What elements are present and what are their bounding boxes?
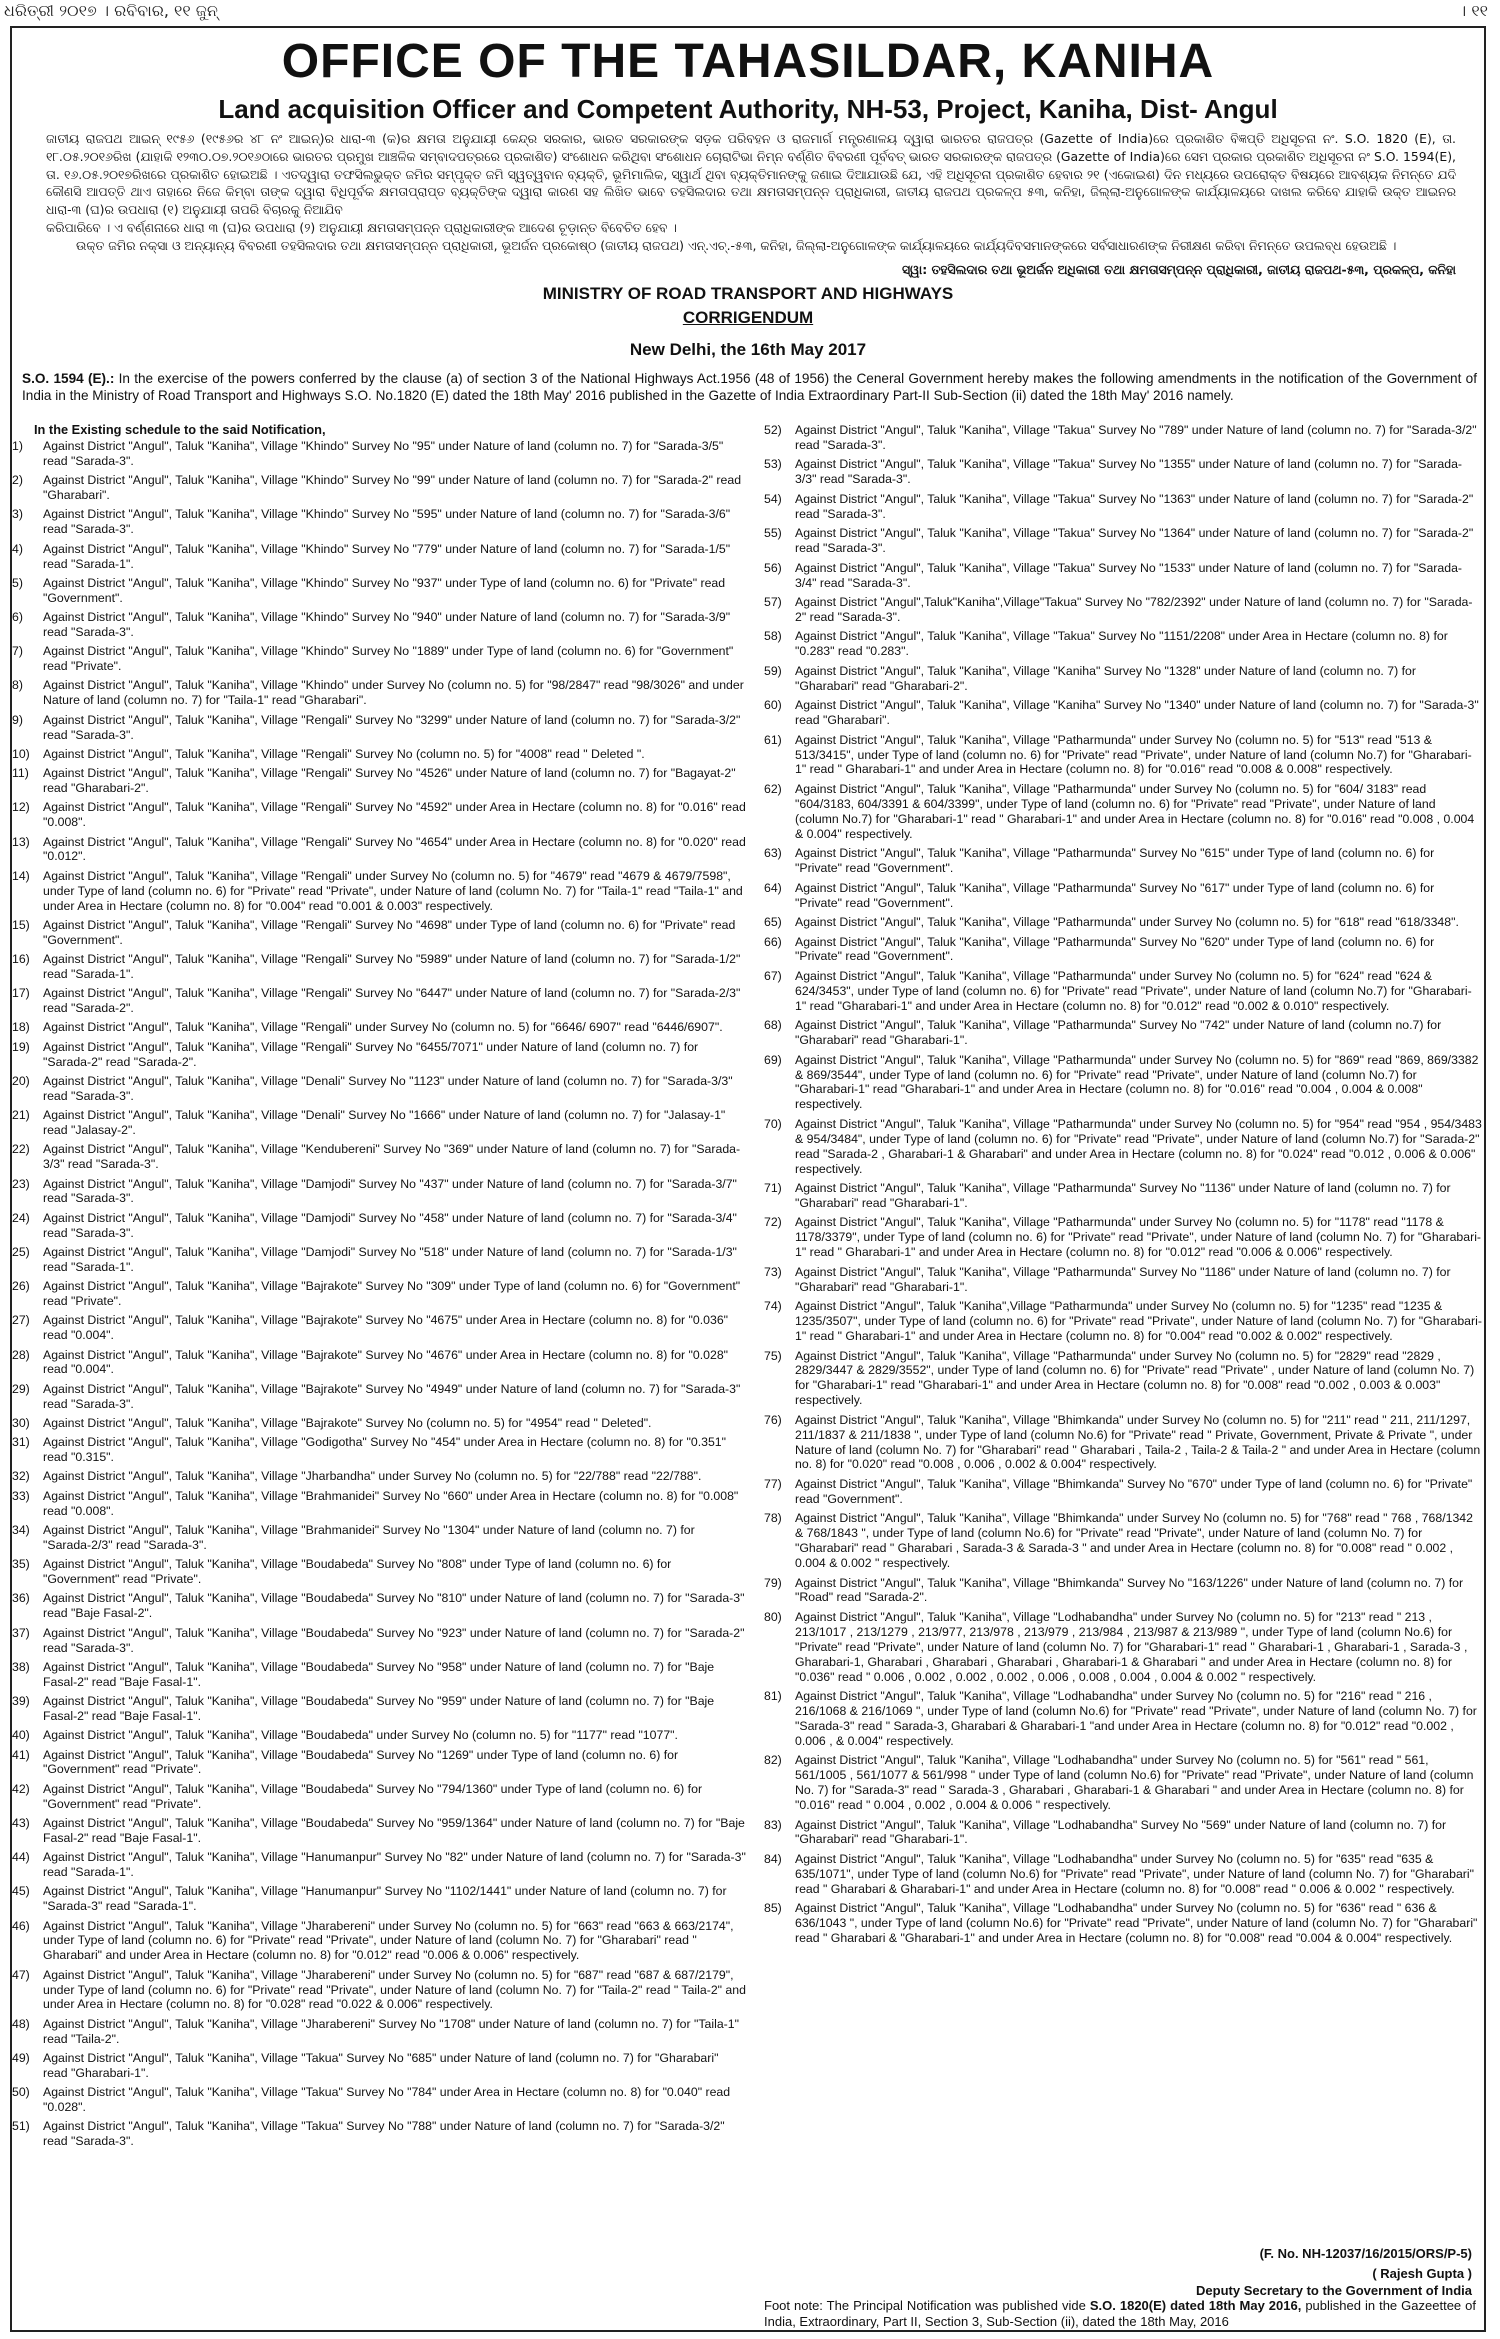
schedule-item-text: Against District "Angul", Taluk "Kaniha", Village "Lodhabandha" under Survey No (column no. 5) for "635" read "635 & 635/1071", under Type of land (column No.6) for "Private" read "Private", under Nature of land (column No. 7) for "Gharabari" read " Gharabari & Gharabari-1" and under Area in Hectare (column no. 8) for "0.008" read " 0.006 & 0.002 " respectively.	[795, 1851, 1474, 1896]
schedule-item	[12, 542, 752, 572]
schedule-item-number: 82)	[764, 1753, 782, 1768]
schedule-item	[12, 1313, 752, 1343]
schedule-item-number: 73)	[764, 1264, 782, 1279]
schedule-item-number: 52)	[764, 423, 782, 437]
schedule-item-number: 42)	[12, 1781, 30, 1796]
schedule-item-number: 19)	[12, 1039, 30, 1054]
schedule-item-number: 78)	[764, 1511, 782, 1526]
schedule-item-text: Against District "Angul", Taluk "Kaniha", Village "Jharbandha" under Survey No (column no. 5) for "22/788" read "22/788".	[43, 1469, 702, 1484]
schedule-item-text: Against District "Angul", Taluk "Kaniha", Village "Lodhabandha" under Survey No (column no. 5) for "636" read " 636 & 636/1043 ", under Type of land (column No.6) for "Private" read "Private", under Nature of land (column No. 7) for "Gharabari" read " Gharabari & "Gharabari-1" and under Area in Hectare (column no. 8) for "0.008" read "0.004 & 0.004" respectively.	[795, 1901, 1478, 1946]
schedule-item-text: Against District "Angul", Taluk "Kaniha", Village "Brahmanidei" Survey No "1304" under Nature of land (column no. 7) for "Sarada-2/3" read "Sarada-3".	[43, 1522, 695, 1552]
schedule-item-text: Against District "Angul", Taluk "Kaniha", Village "Bajrakote" Survey No "4676" under Area in Hectare (column no. 8) for "0.028" read "0.004".	[43, 1347, 729, 1377]
schedule-item-text: Against District "Angul", Taluk "Kaniha", Village "Khindo" Survey No "937" under Type of land (column no. 6) for "Private" read "Government".	[43, 575, 726, 605]
schedule-item	[764, 1215, 1486, 1260]
schedule-item-number: 55)	[764, 526, 782, 541]
schedule-item	[12, 1108, 752, 1138]
schedule-item-number: 34)	[12, 1522, 30, 1537]
schedule-item	[764, 423, 1486, 453]
schedule-item-text: Against District "Angul", Taluk "Kaniha", Village "Rengali" Survey No "4654" under Area in Hectare (column no. 8) for "0.020" read "0.012".	[43, 834, 746, 864]
schedule-item-number: 76)	[764, 1412, 782, 1427]
footnote	[764, 2298, 1476, 2330]
schedule-item	[764, 782, 1486, 842]
schedule-item-number: 67)	[764, 968, 782, 983]
schedule-item-number: 79)	[764, 1575, 782, 1590]
schedule-item-text: Against District "Angul", Taluk "Kaniha", Village "Lodhabandha" Survey No "569" under Nature of land (column no. 7) for "Gharabari" read "Gharabari-1".	[795, 1817, 1447, 1847]
schedule-item-number: 71)	[764, 1181, 782, 1196]
schedule-item-number: 58)	[764, 629, 782, 644]
schedule-item	[12, 1968, 752, 2013]
schedule-item-number: 61)	[764, 732, 782, 747]
schedule-item-number: 68)	[764, 1018, 782, 1033]
schedule-item-number: 9)	[12, 712, 23, 727]
schedule-column-right	[764, 423, 1486, 1951]
schedule-item-number: 37)	[12, 1625, 30, 1640]
schedule-item	[764, 733, 1486, 778]
schedule-item-number: 50)	[12, 2085, 30, 2100]
schedule-item-number: 20)	[12, 1073, 30, 1088]
schedule-item	[12, 1040, 752, 1070]
schedule-item	[764, 1901, 1486, 1946]
schedule-item	[12, 1626, 752, 1656]
schedule-item-text: Against District "Angul", Taluk "Kaniha", Village "Boudabeda" Survey No "1269" under Type of land (column no. 6) for "Government" read "Private".	[43, 1747, 679, 1777]
schedule-item-text: Against District "Angul", Taluk "Kaniha", Village "Patharmunda" Survey No "620" under Type of land (column no. 6) for "Private" read "Government".	[795, 934, 1435, 964]
schedule-item-text: Against District "Angul", Taluk "Kaniha", Village "Patharmunda" Survey No "1136" under Nature of land (column no. 7) for "Gharabari" read "Gharabari-1".	[795, 1181, 1451, 1210]
schedule-item-number: 65)	[764, 915, 782, 929]
schedule-item-text: Against District "Angul", Taluk "Kaniha", Village "Damjodi" Survey No "458" under Nature of land (column no. 7) for "Sarada-3/4" read "Sarada-3".	[43, 1210, 737, 1240]
schedule-item-text: Against District "Angul", Taluk "Kaniha", Village "Lodhabandha" under Survey No (column no. 5) for "216" read " 216 , 216/1068 & 216/1069 ", under Type of land (column No.6) for "Private" read "Private", under Nature of land (column No. 7) for "Sarada-3" read " Sarada-3, Gharabari & Gharabari-1 "and under Area in Hectare (column no. 8) for "0.012" read "0.002 , 0.006 , & 0.004" respectively.	[795, 1689, 1477, 1748]
schedule-item	[12, 2017, 752, 2047]
schedule-item-number: 70)	[764, 1116, 782, 1131]
schedule-item	[764, 1511, 1486, 1571]
schedule-item	[12, 1850, 752, 1880]
schedule-item	[12, 1020, 752, 1035]
schedule-item-number: 18)	[12, 1020, 30, 1035]
schedule-item	[12, 1177, 752, 1207]
schedule-item-text: Against District "Angul", Taluk "Kaniha", Village "Khindo" Survey No "99" under Nature of land (column no. 7) for "Sarada-2" read "Gharabari".	[43, 473, 742, 503]
schedule-item	[12, 869, 752, 914]
footnote-tail: published in the Gazeettee of India, Extraordinary, Part II, Section 3, Sub-Section (ii), dated the 18th May, 2016	[764, 2298, 1476, 2329]
schedule-item-text: Against District "Angul", Taluk "Kaniha", Village "Takua" Survey No "1355" under Nature of land (column no. 7) for "Sarada-3/3" read "Sarada-3".	[795, 457, 1463, 487]
schedule-item	[764, 846, 1486, 876]
schedule-item	[12, 576, 752, 606]
dateline: New Delhi, the 16th May 2017	[629, 340, 867, 359]
footnote-lead: Foot note: The Principal Notification was published vide	[764, 2298, 1090, 2313]
schedule-item	[12, 1919, 752, 1964]
schedule-item-number: 14)	[12, 868, 30, 883]
file-number: (F. No. NH-12037/16/2015/ORS/P-5)	[1259, 2246, 1472, 2261]
schedule-item-text: Against District "Angul", Taluk "Kaniha", Village "Rengali" Survey No "6447" under Nature of land (column no. 7) for "Sarada-2/3" read "Sarada-2".	[43, 986, 741, 1016]
schedule-item	[12, 644, 752, 674]
schedule-item-number: 33)	[12, 1488, 30, 1503]
schedule-item-number: 3)	[12, 507, 23, 522]
schedule-item-text: Against District "Angul", Taluk "Kaniha", Village "Rengali" under Survey No (column no. 5) for "6646/ 6907" read "6446/6907".	[43, 1020, 723, 1035]
schedule-item	[12, 918, 752, 948]
notice-frame	[10, 26, 1486, 2332]
so-number: S.O. 1594 (E).:	[22, 371, 115, 386]
schedule-item	[12, 1523, 752, 1553]
schedule-item	[764, 1265, 1486, 1295]
schedule-item-number: 12)	[12, 800, 30, 815]
schedule-item-number: 43)	[12, 1815, 30, 1830]
schedule-item	[764, 457, 1486, 487]
schedule-item-text: Against District "Angul", Taluk "Kaniha", Village "Patharmunda" under Survey No (column no. 5) for "618" read "618/3348".	[795, 915, 1459, 929]
schedule-item-text: Against District "Angul", Taluk "Kaniha", Village "Bhimkanda" Survey No "670" under Type of land (column no. 6) for "Private" read "Government".	[795, 1476, 1473, 1506]
schedule-item	[12, 1489, 752, 1519]
newspaper-masthead-line: ଧରିତ୍ରୀ ୨୦୧୭ । ରବିବାର, ୧୧ ଜୁନ୍	[4, 1, 218, 20]
schedule-item	[764, 1299, 1486, 1344]
schedule-item	[12, 1211, 752, 1241]
schedule-item-text: Against District "Angul", Taluk "Kaniha", Village "Rengali" Survey No "4592" under Area in Hectare (column no. 8) for "0.016" read "0.008".	[43, 800, 746, 830]
schedule-item-number: 47)	[12, 1967, 30, 1982]
schedule-item-text: Against District "Angul", Taluk "Kaniha", Village "Rengali" Survey No "5989" under Nature of land (column no. 7) for "Sarada-1/2" read "Sarada-1".	[43, 952, 741, 981]
schedule-item	[12, 1816, 752, 1846]
schedule-item-number: 72)	[764, 1215, 782, 1230]
schedule-item	[764, 1477, 1486, 1507]
schedule-item-number: 60)	[764, 698, 782, 713]
schedule-item-text: Against District "Angul", Taluk "Kaniha", Village "Takua" Survey No "1363" under Nature of land (column no. 7) for "Sarada-2" read "Sarada-3".	[795, 491, 1474, 521]
odia-paragraph-1: ଜାତୀୟ ରାଜପଥ ଆଇନ୍ ୧୯୫୬ (୧୯୫୬ର ୪୮ ନଂ ଆଇନ୍)ର ଧାରା-୩ (କ)ର କ୍ଷମତା ଅନୁଯାୟୀ କେନ୍ଦ୍ର ସରକାର, ଭାରତ ସରକାରଙ୍କ ସଡ଼କ ପରିବହନ ଓ ରାଜମାର୍ଗ ମନ୍ତ୍ରଣାଳୟ ଦ୍ୱାରା ଭାରତର ରାଜପତ୍ର (Gazette of India)ରେ ପ୍ରକାଶିତ ବିଜ୍ଞପ୍ତି ଅଧିସୂଚନା ନଂ. S.O. 1820 (E), ତା. ୧୮.୦୫.୨୦୧୬ରିଖ (ଯାହାକି ୧୨୩୦.୦୭.୨୦୧୬ଠାରେ ଭାରତର ପ୍ରମୁଖ ଆଞ୍ଚଳିକ ସମ୍ବାଦପତ୍ରରେ ପ୍ରକାଶିତ) ସଂଶୋଧନ କରିଥିବା ସଂଶୋଧନ ଚୋରାଟିଭା ନିମ୍ନ ବର୍ଣ୍ଣିତ ବିବରଣୀ ପୂର୍ବବତ୍ ଭାରତ ସରକାରଙ୍କ ରାଜପତ୍ର (Gazette of India)ରେ ସେମ ପ୍ରକାର ପ୍ରକାଶିତ ଅଧିସୂଚନା ନଂ S.O. 1594(E), ତା. ୧୬.୦୫.୨୦୧୭ରିଖରେ ପ୍ରକାଶିତ ହୋଇଅଛି । ଏତଦ୍ୱାରା ତଫସିଲଭୁକ୍ତ ଜମିର ସମ୍ପୃକ୍ତ ଜମି ସ୍ୱତ୍ୱବାନ ବ୍ୟକ୍ତି, ଭୂମିମାଲିକ, ସ୍ୱାର୍ଥ ଥିବା ବ୍ୟକ୍ତିମାନଙ୍କୁ ଜଣାଇ ଦିଆଯାଉଛି ଯେ, ଏହି ଅଧିସୂଚନା ପ୍ରକାଶିତ ହେବାର ୨୧ (ଏକୋଇଶ) ଦିନ ମଧ୍ୟରେ ଉପରୋକ୍ତ ବିଷୟରେ ଆବଶ୍ୟକ ନିମନ୍ତେ ଯଦି କୌଣସି ଆପତ୍ତି ଥାଏ ତାହାରେ ନିଜେ କିମ୍ବା ତାଙ୍କ ଦ୍ୱାରା ବିଧିପୂର୍ବକ କ୍ଷମତାପ୍ରାପ୍ତ ବ୍ୟକ୍ତିଙ୍କ ଦ୍ୱାରା କାରଣ ସହ ଲିଖିତ ଭାବେ ତହସିଲଦାର ତଥା କ୍ଷମତାସମ୍ପନ୍ନ ପ୍ରାଧିକାରୀ, ଜାତୀୟ ରାଜପଥ ପ୍ରକଳ୍ପ ୫୩, କନିହା, ଜିଲ୍ଲା-ଅନୁଗୋଳଙ୍କ କାର୍ଯ୍ୟାଳୟରେ ଦାଖଲ କରିବେ ଯାହାକି ଉକ୍ତ ଆଇନର ଧାରା-୩ (ଘ)ର ଉପଧାରା (୧) ଅନୁଯାୟୀ ତାପରି ବିଚାରକୁ ନିଆଯିବ	[46, 131, 1456, 218]
schedule-item-text: Against District "Angul",Taluk"Kaniha",Village"Takua" Survey No "782/2392" under Nature of land (column no. 7) for "Sarada-2" read "Sarada-3".	[795, 595, 1473, 624]
schedule-item-text: Against District "Angul", Taluk "Kaniha", Village "Boudabeda" Survey No "794/1360" under Type of land (column no. 6) for "Government" read "Private".	[43, 1781, 703, 1811]
schedule-item-text: Against District "Angul", Taluk "Kaniha", Village "Takua" Survey No "789" under Nature of land (column no. 7) for "Sarada-3/2" read "Sarada-3".	[795, 423, 1477, 452]
schedule-item-number: 41)	[12, 1747, 30, 1762]
schedule-item-text: Against District "Angul", Taluk "Kaniha", Village "Kaniha" Survey No "1328" under Nature of land (column no. 7) for "Gharabari" read "Gharabari-2".	[795, 663, 1416, 693]
schedule-item	[764, 492, 1486, 522]
signature-block	[1196, 2266, 1472, 2298]
schedule-item-number: 51)	[12, 2119, 30, 2134]
schedule-item	[12, 1660, 752, 1690]
schedule-item-text: Against District "Angul", Taluk "Kaniha", Village "Bajrakote" Survey No "4949" under Nature of land (column no. 7) for "Sarada-3" read "Sarada-3".	[43, 1381, 741, 1411]
schedule-item-text: Against District "Angul", Taluk "Kaniha", Village "Rengali" Survey No "4526" under Nature of land (column no. 7) for "Bagayat-2" read "Gharabari-2".	[43, 766, 736, 796]
schedule-item-number: 83)	[764, 1817, 782, 1832]
schedule-item-text: Against District "Angul", Taluk "Kaniha", Village "Khindo" Survey No "940" under Nature of land (column no. 7) for "Sarada-3/9" read "Sarada-3".	[43, 610, 731, 639]
schedule-item-text: Against District "Angul", Taluk "Kaniha", Village "Damjodi" Survey No "437" under Nature of land (column no. 7) for "Sarada-3/7" read "Sarada-3".	[43, 1176, 737, 1206]
schedule-item	[12, 1142, 752, 1172]
schedule-item-text: Against District "Angul", Taluk "Kaniha", Village "Rengali" Survey No "6455/7071" under Nature of land (column no. 7) for "Sarada-2" read "Sarada-2".	[43, 1039, 699, 1069]
schedule-item-number: 13)	[12, 834, 30, 849]
schedule-item-text: Against District "Angul", Taluk "Kaniha", Village "Patharmunda" Survey No "617" under Type of land (column no. 6) for "Private" read "Government".	[795, 880, 1435, 910]
schedule-item-text: Against District "Angul", Taluk "Kaniha", Village "Bhimkanda" Survey No "163/1226" under Nature of land (column no. 7) for "Road" read "Sarada-2".	[795, 1575, 1464, 1605]
schedule-item	[12, 1748, 752, 1778]
schedule-item-text: Against District "Angul", Taluk "Kaniha", Village "Rengali" Survey No (column no. 5) for "4008" read " Deleted ".	[43, 746, 645, 761]
schedule-item	[12, 1074, 752, 1104]
schedule-item-text: Against District "Angul", Taluk "Kaniha", Village "Takua" Survey No "1151/2208" under Area in Hectare (column no. 8) for "0.283" read "0.283".	[795, 629, 1448, 659]
odia-paragraph-3: ଉକ୍ତ ଜମିର ନକ୍ସା ଓ ଅନ୍ୟାନ୍ୟ ବିବରଣୀ ତହସିଲଦାର ତଥା କ୍ଷମତାସମ୍ପନ୍ନ ପ୍ରାଧିକାରୀ, ଭୂଅର୍ଜନ ପ୍ରକୋଷ୍ଠ (ଜାତୀୟ ରାଜପଥ) ଏନ୍.ଏଚ୍.-୫୩, କନିହା, ଜିଲ୍ଲା-ଅନୁଗୋଳଙ୍କ କାର୍ଯ୍ୟାଳୟରେ କାର୍ଯ୍ୟଦିବସମାନଙ୍କରେ ସର୍ବସାଧାରଣଙ୍କ ନିରୀକ୍ଷଣ କରିବା ନିମନ୍ତେ ଉପଲବ୍ଧ ହେଉଅଛି ।	[76, 237, 1397, 253]
schedule-item	[764, 1181, 1486, 1211]
schedule-item	[12, 1435, 752, 1465]
schedule-item	[764, 1852, 1486, 1897]
schedule-item-text: Against District "Angul", Taluk "Kaniha", Village "Takua" Survey No "788" under Nature of land (column no. 7) for "Sarada-3/2" read "Sarada-3".	[43, 2119, 725, 2149]
schedule-item	[12, 1557, 752, 1587]
schedule-item-text: Against District "Angul", Taluk "Kaniha", Village "Boudabeda" Survey No "959/1364" under Nature of land (column no. 7) for "Baje Fasal-2" read "Baje Fasal-1".	[43, 1815, 745, 1845]
schedule-item	[12, 1245, 752, 1275]
schedule-item-number: 45)	[12, 1884, 30, 1899]
schedule-item-number: 4)	[12, 541, 23, 556]
schedule-item	[764, 1576, 1486, 1606]
odia-signature: ସ୍ୱା: ତହସିଲଦାର ତଥା ଭୂଅର୍ଜନ ଅଧିକାରୀ ତଥା କ୍ଷମତାସମ୍ପନ୍ନ ପ୍ରାଧିକାରୀ, ଜାତୀୟ ରାଜପଥ-୫୩, ପ୍ରକଳ୍ପ, କନିହା	[901, 262, 1456, 277]
schedule-item-text: Against District "Angul", Taluk "Kaniha", Village "Khindo" Survey No "595" under Nature of land (column no. 7) for "Sarada-3/6" read "Sarada-3".	[43, 507, 731, 537]
schedule-item-text: Against District "Angul", Taluk "Kaniha", Village "Patharmunda" under Survey No (column no. 5) for "624" read "624 & 624/3453", under Type of land (column no. 6) for "Private" read "Private", under Nature of land (column No.7) for "Gharabari-1" read "Gharabari-1" and under Area in Hectare (column no. 8) for "0.012" read "0.002 & 0.010" respectively.	[795, 968, 1472, 1013]
signatory-designation: Deputy Secretary to the Government of India	[1196, 2283, 1472, 2298]
schedule-item-number: 46)	[12, 1918, 30, 1933]
schedule-item	[12, 1348, 752, 1378]
schedule-item-number: 1)	[12, 439, 23, 453]
schedule-item-text: Against District "Angul", Taluk "Kaniha", Village "Rengali" Survey No "3299" under Nature of land (column no. 7) for "Sarada-3/2" read "Sarada-3".	[43, 712, 741, 742]
schedule-item-text: Against District "Angul", Taluk "Kaniha", Village "Brahmanidei" Survey No "660" under Area in Hectare (column no. 8) for "0.008" read "0.008".	[43, 1488, 739, 1518]
schedule-item-number: 75)	[764, 1348, 782, 1363]
schedule-item-text: Against District "Angul", Taluk "Kaniha", Village "Patharmunda" under Survey No (column no. 5) for "513" read "513 & 513/3415", under Type of land (column no. 6) for "Private" read "Private", under Nature of land (column No.7) for "Gharabari-1" read " Gharabari-1" and under Area in Hectare (column no. 8) for "0.016" read "0.008 & 0.008" respectively.	[795, 732, 1472, 777]
schedule-item	[764, 1689, 1486, 1749]
schedule-item	[764, 969, 1486, 1014]
schedule-item-text: Against District "Angul", Taluk "Kaniha", Village "Denali" Survey No "1666" under Nature of land (column no. 7) for "Jalasay-1" read "Jalasay-2".	[43, 1108, 726, 1138]
schedule-item-text: Against District "Angul", Taluk "Kaniha", Village "Bhimkanda" under Survey No (column no. 5) for "211" read " 211, 211/1297, 211/1837 & 211/1838 ", under Type of land (column No.6) for "Private" read " Private, Government, Private & Private ", under Nature of land (column No. 7) for "Gharabari" read " Gharabari , Taila-2 , Taila-2 & Taila-2 " and under Area in Hectare (column no. 8) for "0.020" read "0.008 , 0.006 , 0.002 & 0.004" respectively.	[795, 1412, 1481, 1472]
schedule-item-text: Against District "Angul", Taluk "Kaniha", Village "Bajrakote" Survey No (column no. 5) for "4954" read " Deleted".	[43, 1415, 652, 1430]
schedule-item-text: Against District "Angul", Taluk "Kaniha", Village "Patharmunda" Survey No "615" under Type of land (column no. 6) for "Private" read "Government".	[795, 846, 1435, 876]
schedule-item	[12, 1694, 752, 1724]
schedule-item-text: Against District "Angul", Taluk "Kaniha", Village "Khindo" Survey No "95" under Nature of land (column no. 7) for "Sarada-3/5" read "Sarada-3".	[43, 439, 724, 468]
schedule-item-text: Against District "Angul", Taluk "Kaniha", Village "Lodhabandha" under Survey No (column no. 5) for "213" read " 213 , 213/1017 , 213/1279 , 213/977, 213/978 , 213/979 , 213/984 , 213/987 & 213/989 ", under Type of land (column No.6) for "Private" read "Private", under Nature of land (column No. 7) for "Gharabari-1" read " Gharabari-1 , Gharabari-1 , Sarada-3 , Gharabari-1, Gharabari , Gharabari , Gharabari , Gharabari-1 & Gharabari " and under Area in Hectare (column no. 8) for "0.036" read " 0.006 , 0.002 , 0.002 , 0.002 , 0.006 , 0.008 , 0.004 , 0.004 & 0.002 " respectively.	[795, 1609, 1468, 1684]
schedule-item	[12, 1279, 752, 1309]
schedule-item-text: Against District "Angul", Taluk "Kaniha", Village "Denali" Survey No "1123" under Nature of land (column no. 7) for "Sarada-3/3" read "Sarada-3".	[43, 1073, 733, 1103]
schedule-item	[764, 1349, 1486, 1409]
schedule-item-number: 2)	[12, 473, 23, 488]
schedule-item	[12, 835, 752, 865]
schedule-item-number: 35)	[12, 1557, 30, 1572]
schedule-item-text: Against District "Angul", Taluk "Kaniha", Village "Hanumanpur" Survey No "1102/1441" under Nature of land (column no. 7) for "Sarada-3" read "Sarada-1".	[43, 1884, 727, 1914]
schedule-item	[764, 526, 1486, 556]
schedule-item-number: 5)	[12, 575, 23, 590]
schedule-item-number: 66)	[764, 934, 782, 949]
schedule-item-number: 44)	[12, 1850, 30, 1865]
ministry-heading: MINISTRY OF ROAD TRANSPORT AND HIGHWAYS	[542, 284, 954, 303]
schedule-item	[12, 1728, 752, 1743]
schedule-item-text: Against District "Angul", Taluk "Kaniha", Village "Patharmunda" Survey No "1186" under Nature of land (column no. 7) for "Gharabari" read "Gharabari-1".	[795, 1264, 1451, 1294]
schedule-item-number: 27)	[12, 1313, 30, 1328]
newspaper-header-strip	[0, 0, 1500, 22]
schedule-item-number: 62)	[764, 781, 782, 796]
schedule-item	[764, 1818, 1486, 1848]
schedule-item-number: 16)	[12, 952, 30, 967]
schedule-item-text: Against District "Angul", Taluk "Kaniha", Village "Bajrakote" Survey No "309" under Type of land (column no. 6) for "Government" read "Private".	[43, 1279, 741, 1309]
schedule-item-number: 59)	[764, 663, 782, 678]
schedule-item	[12, 439, 752, 469]
schedule-item-number: 25)	[12, 1244, 30, 1259]
schedule-item	[764, 1413, 1486, 1473]
schedule-item	[12, 952, 752, 982]
schedule-item-number: 64)	[764, 880, 782, 895]
schedule-item	[12, 1416, 752, 1431]
schedule-item-number: 36)	[12, 1591, 30, 1606]
schedule-item-number: 17)	[12, 986, 30, 1001]
schedule-item	[764, 1753, 1486, 1813]
schedule-item	[12, 2051, 752, 2081]
schedule-item	[12, 713, 752, 743]
schedule-item	[764, 664, 1486, 694]
schedule-item-text: Against District "Angul", Taluk "Kaniha", Village "Jharabereni" under Survey No (column no. 5) for "687" read "687 & 687/2179", under Type of land (column no. 6) for "Private" read "Private", under Nature of land (column No. 7) for "Taila-2" read " Taila-2" and under Area in Hectare (column no. 8) for "0.028" read "0.022 & 0.006" respectively.	[43, 1967, 746, 2012]
schedule-item	[12, 678, 752, 708]
corrigendum-heading: CORRIGENDUM	[682, 308, 814, 327]
schedule-item-number: 74)	[764, 1299, 782, 1314]
schedule-item	[764, 561, 1486, 591]
schedule-item-text: Against District "Angul", Taluk "Kaniha", Village "Khindo" Survey No "779" under Nature of land (column no. 7) for "Sarada-1/5" read "Sarada-1".	[43, 541, 731, 571]
schedule-item-number: 69)	[764, 1052, 782, 1067]
schedule-item-text: Against District "Angul", Taluk "Kaniha", Village "Takua" Survey No "1364" under Nature of land (column no. 7) for "Sarada-2" read "Sarada-3".	[795, 526, 1474, 556]
schedule-item	[12, 1884, 752, 1914]
schedule-item-text: Against District "Angul", Taluk "Kaniha", Village "Rengali" under Survey No (column no. 5) for "4679" read "4679 & 4679/7598", under Type of land (column no. 6) for "Private" read "Private", under Nature of land (column No. 7) for "Taila-1" read "Taila-1" and under Area in Hectare (column no. 8) for "0.004" read "0.001 & 0.003" respectively.	[43, 868, 743, 913]
schedule-item-text: Against District "Angul", Taluk "Kaniha", Village "Boudabeda" Survey No "808" under Type of land (column no. 6) for "Government" read "Private".	[43, 1557, 672, 1587]
schedule-item-number: 7)	[12, 644, 23, 659]
notice-subtitle: Land acquisition Officer and Competent Authority, NH-53, Project, Kaniha, Dist- Angul	[218, 94, 1278, 124]
schedule-item-number: 6)	[12, 610, 23, 625]
page-number: । ୧୧	[1459, 1, 1488, 20]
schedule-item-text: Against District "Angul", Taluk "Kaniha", Village "Patharmunda" Survey No "742" under Nature of land (column no.7) for "Gharabari" read "Gharabari-1".	[795, 1018, 1442, 1048]
schedule-item	[764, 595, 1486, 625]
schedule-item	[764, 881, 1486, 911]
schedule-item	[12, 610, 752, 640]
schedule-item	[12, 1382, 752, 1412]
signatory-name: ( Rajesh Gupta )	[1372, 2266, 1472, 2281]
schedule-heading: In the Existing schedule to the said Notification,	[34, 422, 326, 437]
schedule-item-number: 81)	[764, 1689, 782, 1704]
schedule-item-number: 10)	[12, 746, 30, 761]
schedule-item-text: Against District "Angul", Taluk "Kaniha", Village "Takua" Survey No "784" under Area in Hectare (column no. 8) for "0.040" read "0.028".	[43, 2085, 731, 2115]
schedule-item	[12, 800, 752, 830]
schedule-item	[12, 2119, 752, 2149]
schedule-item	[764, 629, 1486, 659]
schedule-item-text: Against District "Angul", Taluk "Kaniha", Village "Boudabeda" Survey No "958" under Nature of land (column no. 7) for "Baje Fasal-2" read "Baje Fasal-1".	[43, 1659, 715, 1689]
schedule-item-text: Against District "Angul", Taluk "Kaniha", Village "Boudabeda" Survey No "923" under Nature of land (column no. 7) for "Sarada-2" read "Sarada-3".	[43, 1625, 745, 1655]
schedule-item-number: 21)	[12, 1108, 30, 1123]
schedule-item-text: Against District "Angul", Taluk "Kaniha", Village "Boudabeda" under Survey No (column no. 5) for "1177" read "1077".	[43, 1728, 678, 1743]
schedule-item-number: 80)	[764, 1609, 782, 1624]
schedule-item	[764, 1117, 1486, 1177]
schedule-item-number: 49)	[12, 2050, 30, 2065]
schedule-item-number: 23)	[12, 1176, 30, 1191]
schedule-item-number: 29)	[12, 1381, 30, 1396]
schedule-item	[764, 1610, 1486, 1685]
schedule-item	[12, 766, 752, 796]
schedule-item-number: 31)	[12, 1435, 30, 1450]
schedule-item-number: 63)	[764, 846, 782, 861]
preamble	[22, 370, 1477, 404]
schedule-item	[12, 747, 752, 762]
schedule-item-text: Against District "Angul", Taluk "Kaniha", Village "Hanumanpur" Survey No "82" under Nature of land (column no. 7) for "Sarada-3" read "Sarada-1".	[43, 1850, 746, 1880]
schedule-item-text: Against District "Angul", Taluk "Kaniha", Village "Jharabereni" Survey No "1708" under Nature of land (column no. 7) for "Taila-1" read "Taila-2".	[43, 2016, 739, 2046]
schedule-item-text: Against District "Angul", Taluk "Kaniha", Village "Patharmunda" under Survey No (column no. 5) for "954" read "954 , 954/3483 & 954/3484", under Type of land (column no. 6) for "Private" read "Private", under Nature of land (column No.7) for "Sarada-2" read "Sarada-2 , Gharabari-1 & Gharabari" and under Area in Hectare (column no. 8) for "0.024" read "0.012 , 0.006 & 0.006" respectively.	[795, 1116, 1482, 1176]
schedule-item	[12, 2085, 752, 2115]
schedule-item-number: 85)	[764, 1901, 782, 1916]
schedule-item-number: 77)	[764, 1476, 782, 1491]
schedule-item-text: Against District "Angul", Taluk "Kaniha", Village "Damjodi" Survey No "518" under Nature of land (column no. 7) for "Sarada-1/3" read "Sarada-1".	[43, 1244, 737, 1274]
schedule-item-text: Against District "Angul", Taluk "Kaniha", Village "Khindo" Survey No "1889" under Type of land (column no. 6) for "Government" read "Private".	[43, 644, 734, 674]
schedule-item-text: Against District "Angul", Taluk "Kaniha", Village "Rengali" Survey No "4698" under Type of land (column no. 6) for "Private" read "Government".	[43, 917, 736, 947]
schedule-item	[12, 507, 752, 537]
schedule-item-number: 56)	[764, 560, 782, 575]
schedule-item	[12, 1591, 752, 1621]
preamble-text: In the exercise of the powers conferred by the clause (a) of section 3 of the National Highways Act.1956 (48 of 1956) the Ceneral Government hereby makes the following amendments in the notification of the Government of India in the Ministry of Road Transport and Highways S.O. No.1820 (E) dated the 18th May' 2016 published in the Gazette of India Extraordinary Part-II Sub-Section (ii) dated the 18th May' 2016 namely.	[22, 371, 1477, 403]
schedule-item-number: 30)	[12, 1415, 30, 1430]
schedule-item-number: 40)	[12, 1728, 30, 1743]
schedule-item-text: Against District "Angul", Taluk "Kaniha", Village "Takua" Survey No "685" under Nature of land (column no. 7) for "Gharabari" read "Gharabari-1".	[43, 2050, 719, 2080]
schedule-item-text: Against District "Angul", Taluk "Kaniha", Village "Patharmunda" under Survey No (column no. 5) for "604/ 3183" read "604/3183, 604/3391 & 604/3399", under Type of land (column no. 6) for "Private" read "Private", under Nature of land (column No.7) for "Gharabari-1" read " Gharabari-1" and under Area in Hectare (column no. 8) for "0.016" read "0.008 , 0.004 & 0.004" respectively.	[795, 781, 1475, 841]
schedule-item-text: Against District "Angul", Taluk "Kaniha", Village "Jharabereni" under Survey No (column no. 5) for "663" read "663 & 663/2174", under Type of land (column no. 6) for "Private" read "Private", under Nature of land (column No. 7) for "Gharabari" read " Gharabari" and under Area in Hectare (column no. 8) for "0.012" read "0.006 & 0.006" respectively.	[43, 1918, 734, 1963]
schedule-column-left	[12, 423, 752, 2154]
schedule-item-text: Against District "Angul", Taluk "Kaniha", Village "Kendubereni" Survey No "369" under Nature of land (column no. 7) for "Sarada-3/3" read "Sarada-3".	[43, 1142, 741, 1172]
schedule-item-number: 57)	[764, 595, 782, 610]
schedule-item-text: Against District "Angul", Taluk "Kaniha", Village "Patharmunda" under Survey No (column no. 5) for "869" read "869, 869/3382 & 869/3544", under Type of land (column no. 6) for "Private" read "Private", under Nature of land (column No.7) for "Gharabari-1" read "Gharabari-1" and under Area in Hectare (column no. 8) for "0.016" read "0.004 , 0.004 & 0.008" respectively.	[795, 1052, 1479, 1112]
schedule-item-number: 38)	[12, 1659, 30, 1674]
schedule-item-number: 39)	[12, 1694, 30, 1708]
schedule-item-text: Against District "Angul", Taluk "Kaniha", Village "Boudabeda" Survey No "959" under Nature of land (column no. 7) for "Baje Fasal-2" read "Baje Fasal-1".	[43, 1694, 715, 1723]
schedule-item-number: 22)	[12, 1142, 30, 1157]
schedule-item-number: 8)	[12, 678, 23, 693]
schedule-item-number: 48)	[12, 2016, 30, 2031]
schedule-item-number: 84)	[764, 1851, 782, 1866]
schedule-item-number: 54)	[764, 491, 782, 506]
odia-notice-body	[46, 130, 1456, 255]
schedule-item	[12, 1469, 752, 1484]
schedule-item-text: Against District "Angul", Taluk "Kaniha", Village "Boudabeda" Survey No "810" under Nature of land (column no. 7) for "Sarada-3" read "Baje Fasal-2".	[43, 1591, 745, 1621]
schedule-item	[764, 935, 1486, 965]
schedule-item-text: Against District "Angul", Taluk "Kaniha", Village "Patharmunda" under Survey No (column no. 5) for "2829" read "2829 , 2829/3447 & 2829/3552", under Type of land (column no. 6) for "Private" read "Private" , under Nature of land (column No. 7) for "Gharabari-1" read "Gharabari-1" and under Area in Hectare (column no. 8) for "0.008" read "0.002 , 0.003 & 0.003" respectively.	[795, 1348, 1475, 1408]
schedule-item	[764, 1053, 1486, 1113]
schedule-item-number: 28)	[12, 1347, 30, 1362]
schedule-item	[12, 473, 752, 503]
schedule-item-text: Against District "Angul", Taluk "Kaniha", Village "Patharmunda" under Survey No (column no. 5) for "1178" read "1178 & 1178/3379", under Type of land (column no. 6) for "Private" read "Private", under Nature of land (column No. 7) for "Gharabari-1" read " Gharabari-1" and under Area in Hectare (column no. 8) for "0.012" read "0.006 & 0.006" respectively.	[795, 1215, 1482, 1260]
schedule-item-number: 53)	[764, 457, 782, 472]
schedule-item-number: 26)	[12, 1279, 30, 1294]
odia-paragraph-2: କରିପାରିବେ । ଏ ବର୍ଣ୍ଣନାରେ ଧାରା ୩ (ଘ)ର ଉପଧାରା (୨) ଅନୁଯାୟୀ କ୍ଷମତାସମ୍ପନ୍ନ ପ୍ରାଧିକାରୀଙ୍କ ଆଦେଶ ଚୂଡ଼ାନ୍ତ ବିବେଚିତ ହେବ ।	[46, 219, 677, 235]
schedule-item-text: Against District "Angul", Taluk "Kaniha", Village "Lodhabandha" under Survey No (column no. 5) for "561" read " 561, 561/1005 , 561/1077 & 561/998 " under Type of land (column No.6) for "Private" read "Private", under Nature of land (column No. 7) for "Sarada-3" read " Sarada-3 , Gharabari , Gharabari-1 & Gharabari " and under Area in Hectare (column no. 8) for "0.016" read " 0.004 , 0.002 , 0.004 & 0.006 " respectively.	[795, 1753, 1474, 1813]
schedule-item	[12, 986, 752, 1016]
schedule-item-number: 15)	[12, 917, 30, 932]
schedule-item-text: Against District "Angul", Taluk "Kaniha", Village "Kaniha" Survey No "1340" under Nature of land (column no. 7) for "Sarada-3" read "Gharabari".	[795, 698, 1479, 728]
schedule-item	[764, 915, 1486, 930]
schedule-item-number: 32)	[12, 1469, 30, 1484]
schedule-item-text: Against District "Angul", Taluk "Kaniha",Village "Patharmunda" under Survey No (column no. 5) for "1235" read "1235 & 1235/3507", under Type of land (column no. 6) for "Private" read "Private", under Nature of land (column No. 7) for "Gharabari-1" read " Gharabari-1" and under Area in Hectare (column no. 8) for "0.004" read "0.002 & 0.002" respectively.	[795, 1299, 1482, 1343]
notice-title: OFFICE OF THE TAHASILDAR, KANIHA	[281, 35, 1215, 88]
schedule-item-text: Against District "Angul", Taluk "Kaniha", Village "Takua" Survey No "1533" under Nature of land (column no. 7) for "Sarada-3/4" read "Sarada-3".	[795, 560, 1463, 590]
footnote-reference: S.O. 1820(E) dated 18th May 2016,	[1089, 2298, 1302, 2313]
schedule-item	[12, 1782, 752, 1812]
schedule-item-text: Against District "Angul", Taluk "Kaniha", Village "Khindo" under Survey No (column no. 5) for "98/2847" read "98/3026" and under Nature of land (column no. 7) for "Taila-1" read "Gharabari".	[43, 678, 744, 708]
schedule-item-number: 24)	[12, 1210, 30, 1225]
schedule-item	[764, 1018, 1486, 1048]
schedule-item-number: 11)	[12, 766, 29, 781]
schedule-item-text: Against District "Angul", Taluk "Kaniha", Village "Godigotha" Survey No "454" under Area in Hectare (column no. 8) for "0.351" read "0.315".	[43, 1435, 726, 1465]
schedule-item-text: Against District "Angul", Taluk "Kaniha", Village "Bajrakote" Survey No "4675" under Area in Hectare (column no. 8) for "0.036" read "0.004".	[43, 1313, 729, 1343]
schedule-item-text: Against District "Angul", Taluk "Kaniha", Village "Bhimkanda" under Survey No (column no. 5) for "768" read " 768 , 768/1342 & 768/1843 ", under Type of land (column No.6) for "Private" read "Private", under Nature of land (column No. 7) for "Gharabari" read " Gharabari , Sarada-3 & Sarada-3 " and under Area in Hectare (column no. 8) for "0.008" read " 0.002 , 0.004 & 0.002 " respectively.	[795, 1511, 1473, 1571]
schedule-item	[764, 698, 1486, 728]
